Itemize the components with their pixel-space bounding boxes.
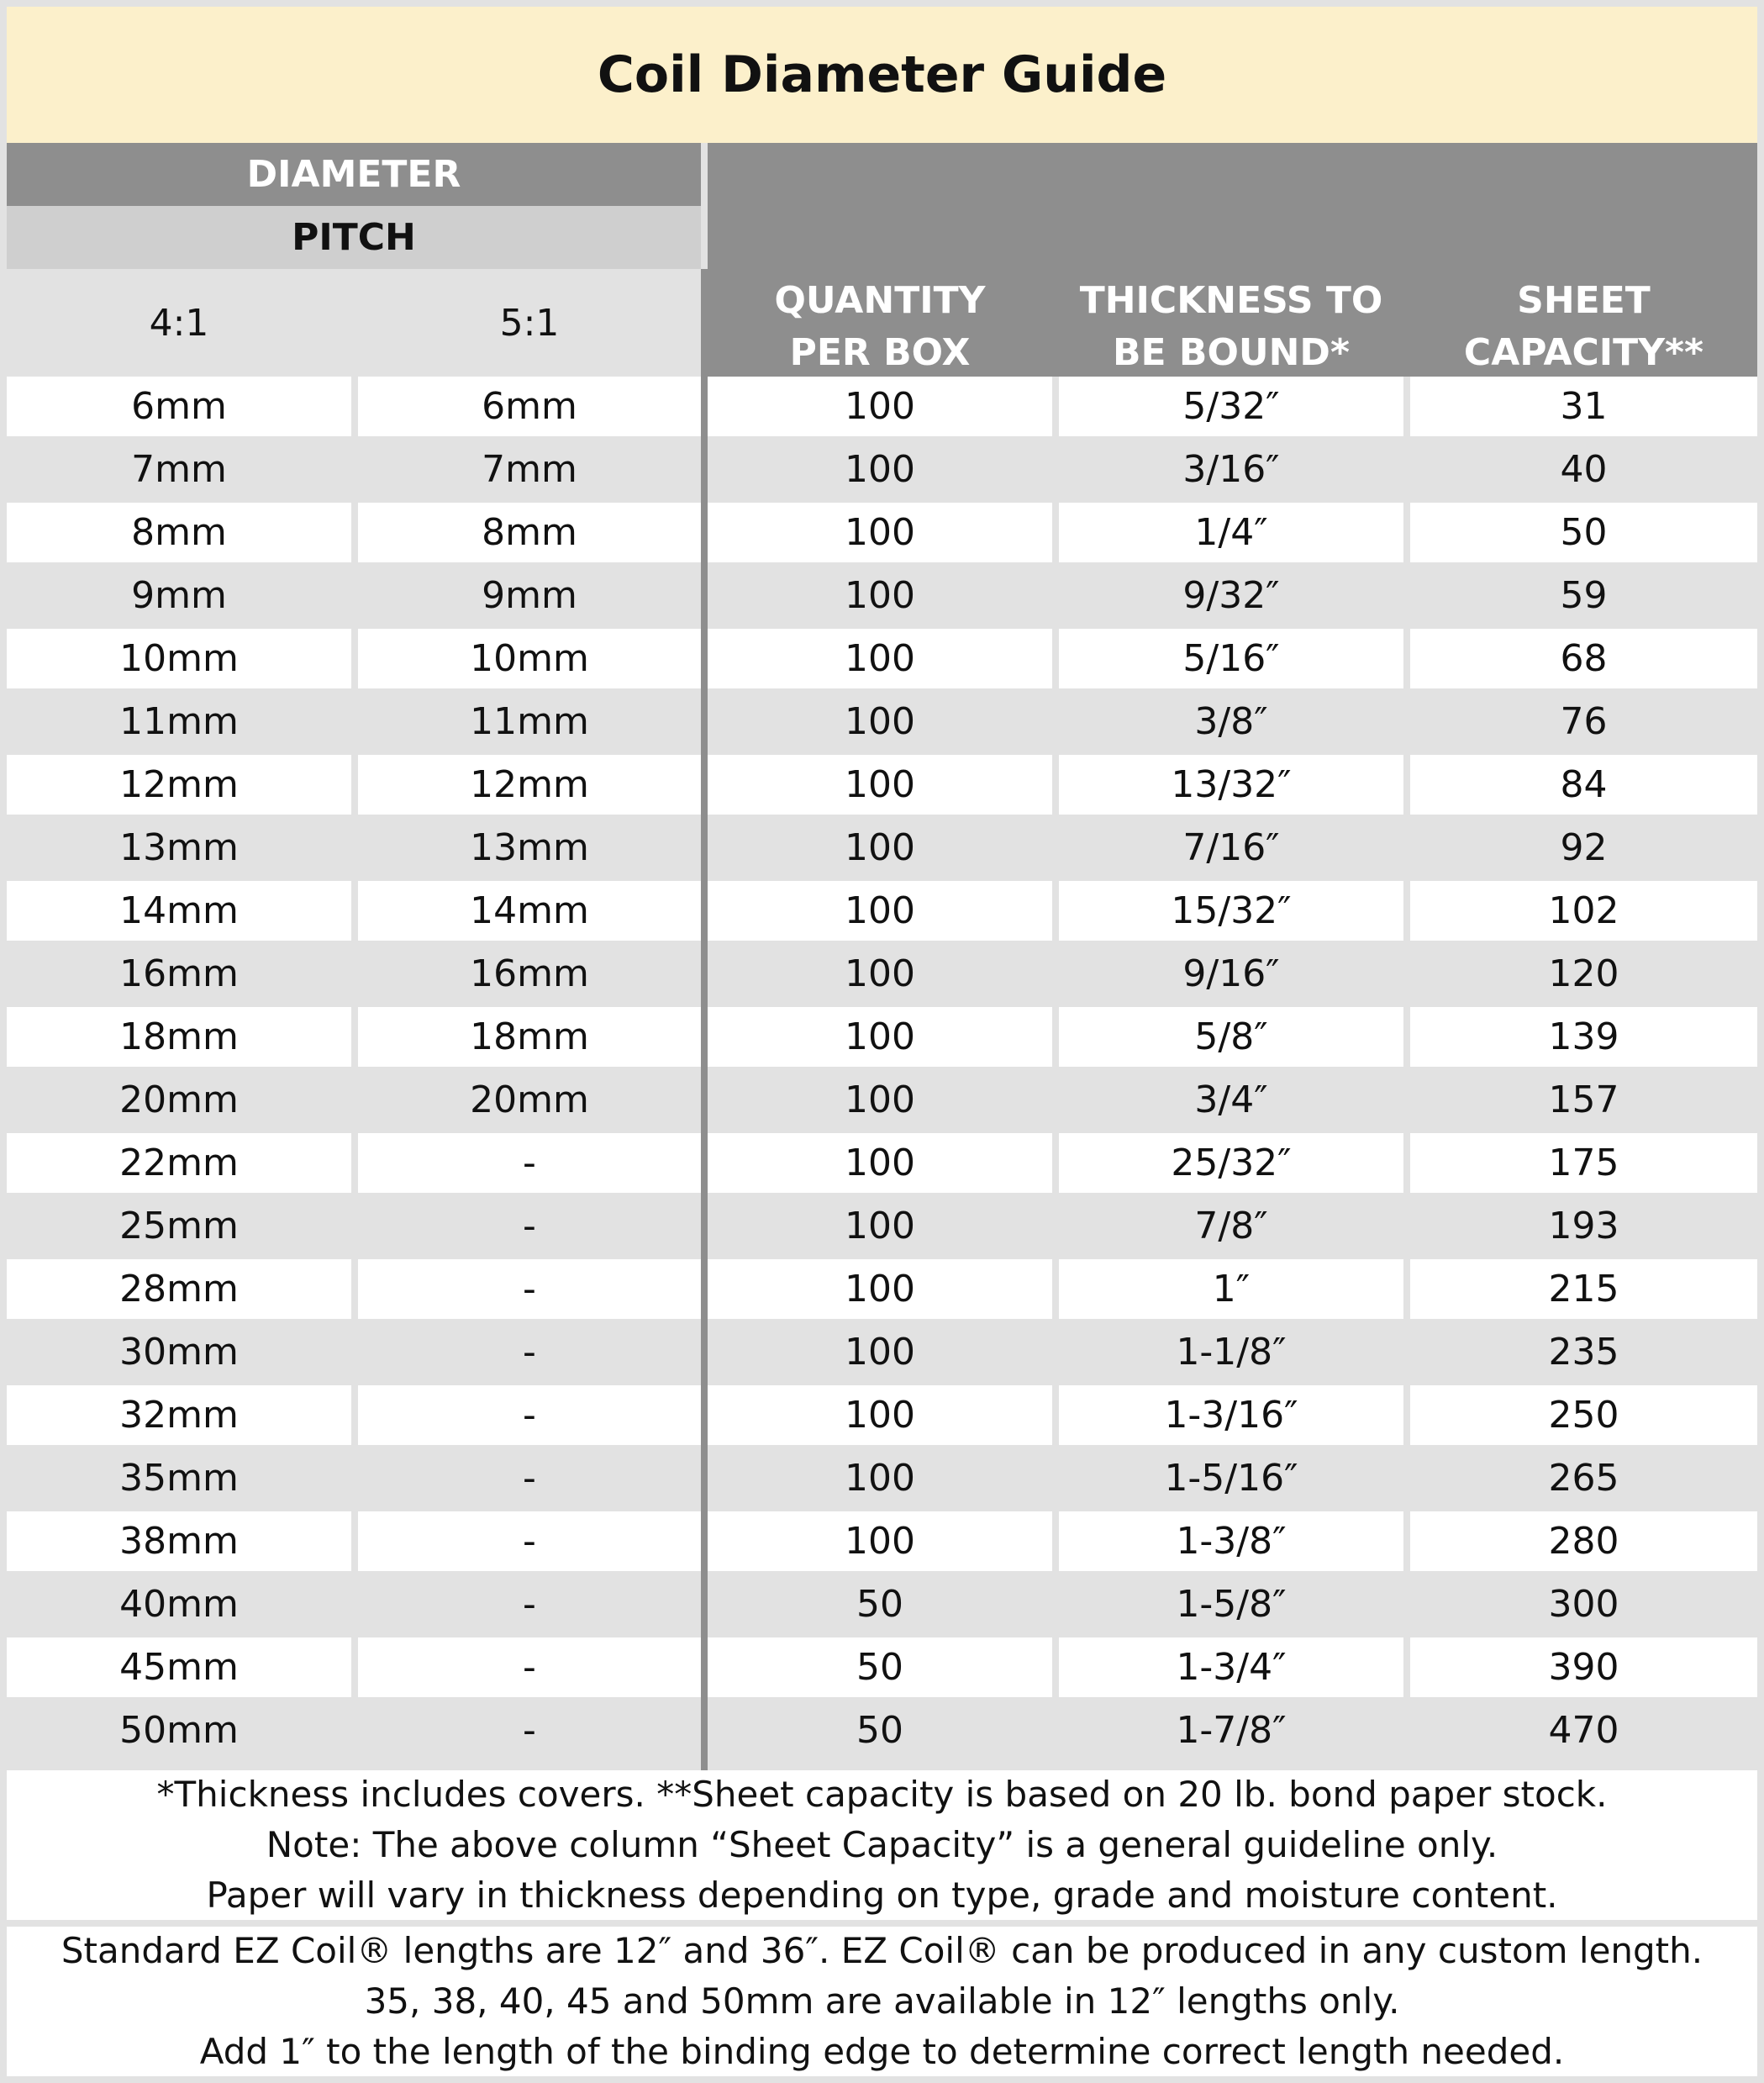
table-row	[7, 1385, 1757, 1448]
quantity-cell: 100	[708, 1007, 1052, 1067]
thickness-cell: 1-3/4″	[1059, 1637, 1403, 1697]
capacity-cell: 250	[1410, 1385, 1757, 1445]
capacity-cell: 120	[1410, 944, 1757, 1004]
table-row	[7, 755, 1757, 818]
thickness-cell: 1″	[1059, 1259, 1403, 1319]
thickness-cell: 1-3/16″	[1059, 1385, 1403, 1445]
diameter-5-1-cell: 6mm	[358, 377, 701, 436]
thickness-cell: 3/4″	[1059, 1070, 1403, 1130]
quantity-cell: 50	[708, 1701, 1052, 1760]
capacity-cell: 175	[1410, 1133, 1757, 1193]
pitch-header: PITCH	[7, 206, 701, 269]
diameter-4-1-cell: 30mm	[7, 1322, 351, 1382]
thickness-cell: 1-5/16″	[1059, 1448, 1403, 1508]
quantity-cell: 100	[708, 440, 1052, 499]
thickness-cell: 1-5/8″	[1059, 1574, 1403, 1634]
capacity-header: SHEET CAPACITY**	[1463, 279, 1704, 374]
diameter-4-1-cell: 18mm	[7, 1007, 351, 1067]
quantity-cell: 50	[708, 1637, 1052, 1697]
diameter-5-1-cell: -	[358, 1196, 701, 1256]
diameter-5-1-cell: 14mm	[358, 881, 701, 941]
diameter-5-1-cell: 8mm	[358, 503, 701, 562]
capacity-cell: 157	[1410, 1070, 1757, 1130]
diameter-5-1-cell: 7mm	[358, 440, 701, 499]
quantity-cell: 100	[708, 1133, 1052, 1193]
thickness-cell: 1-1/8″	[1059, 1322, 1403, 1382]
table-row	[7, 503, 1757, 566]
diameter-4-1-cell: 6mm	[7, 377, 351, 436]
pitch-5-1-header: 5:1	[358, 269, 701, 377]
thickness-cell: 3/8″	[1059, 692, 1403, 751]
capacity-cell: 470	[1410, 1701, 1757, 1760]
coil-diameter-guide	[7, 7, 1757, 2076]
quantity-cell: 100	[708, 503, 1052, 562]
diameter-4-1-cell: 13mm	[7, 818, 351, 878]
diameter-4-1-cell: 14mm	[7, 881, 351, 941]
table-row	[7, 818, 1757, 881]
diameter-5-1-cell: 12mm	[358, 755, 701, 815]
diameter-4-1-cell: 16mm	[7, 944, 351, 1004]
diameter-5-1-cell: -	[358, 1385, 701, 1445]
thickness-cell: 3/16″	[1059, 440, 1403, 499]
thickness-cell: 1/4″	[1059, 503, 1403, 562]
table-body	[7, 377, 1757, 1764]
diameter-4-1-cell: 20mm	[7, 1070, 351, 1130]
table-row	[7, 1007, 1757, 1070]
quantity-cell: 100	[708, 377, 1052, 436]
table-row	[7, 1196, 1757, 1259]
column-divider	[701, 269, 708, 1770]
thickness-cell: 9/16″	[1059, 944, 1403, 1004]
diameter-4-1-cell: 35mm	[7, 1448, 351, 1508]
quantity-cell: 100	[708, 1196, 1052, 1256]
capacity-cell: 300	[1410, 1574, 1757, 1634]
thickness-cell: 7/16″	[1059, 818, 1403, 878]
capacity-cell: 59	[1410, 566, 1757, 625]
capacity-cell: 193	[1410, 1196, 1757, 1256]
diameter-5-1-cell: -	[358, 1259, 701, 1319]
thickness-cell: 5/32″	[1059, 377, 1403, 436]
diameter-4-1-cell: 28mm	[7, 1259, 351, 1319]
capacity-cell: 265	[1410, 1448, 1757, 1508]
note-line: *Thickness includes covers. **Sheet capacity is based on 20 lb. bond paper stock.	[156, 1774, 1608, 1815]
thickness-cell: 25/32″	[1059, 1133, 1403, 1193]
diameter-5-1-cell: 18mm	[358, 1007, 701, 1067]
table-row	[7, 377, 1757, 440]
page-title: Coil Diameter Guide	[7, 7, 1757, 143]
capacity-cell: 76	[1410, 692, 1757, 751]
diameter-4-1-cell: 22mm	[7, 1133, 351, 1193]
table-row	[7, 440, 1757, 503]
table-row	[7, 1511, 1757, 1574]
capacity-cell: 50	[1410, 503, 1757, 562]
diameter-4-1-cell: 7mm	[7, 440, 351, 499]
diameter-5-1-cell: -	[358, 1448, 701, 1508]
diameter-5-1-cell: -	[358, 1133, 701, 1193]
table-row	[7, 1448, 1757, 1511]
capacity-cell: 215	[1410, 1259, 1757, 1319]
diameter-header: DIAMETER	[7, 143, 701, 206]
diameter-4-1-cell: 10mm	[7, 629, 351, 688]
spec-header-block	[708, 143, 1757, 377]
diameter-4-1-cell: 45mm	[7, 1637, 351, 1697]
quantity-cell: 100	[708, 1448, 1052, 1508]
diameter-5-1-cell: 10mm	[358, 629, 701, 688]
quantity-header: QUANTITY PER BOX	[774, 279, 986, 374]
table-row	[7, 1133, 1757, 1196]
thickness-cell: 9/32″	[1059, 566, 1403, 625]
table-row	[7, 881, 1757, 944]
thickness-cell: 15/32″	[1059, 881, 1403, 941]
capacity-cell: 390	[1410, 1637, 1757, 1697]
quantity-cell: 100	[708, 629, 1052, 688]
quantity-cell: 100	[708, 881, 1052, 941]
diameter-5-1-cell: 13mm	[358, 818, 701, 878]
table-row	[7, 566, 1757, 629]
diameter-5-1-cell: 20mm	[358, 1070, 701, 1130]
capacity-cell: 102	[1410, 881, 1757, 941]
thickness-cell: 1-7/8″	[1059, 1701, 1403, 1760]
table-row	[7, 1701, 1757, 1764]
table-row	[7, 1259, 1757, 1322]
table-row	[7, 629, 1757, 692]
diameter-4-1-cell: 8mm	[7, 503, 351, 562]
notes	[7, 1770, 1757, 1920]
footer-notes	[7, 1927, 1757, 2076]
diameter-4-1-cell: 9mm	[7, 566, 351, 625]
capacity-cell: 31	[1410, 377, 1757, 436]
capacity-cell: 84	[1410, 755, 1757, 815]
thickness-cell: 13/32″	[1059, 755, 1403, 815]
diameter-4-1-cell: 38mm	[7, 1511, 351, 1571]
diameter-5-1-cell: -	[358, 1637, 701, 1697]
diameter-4-1-cell: 25mm	[7, 1196, 351, 1256]
footer-line: Add 1″ to the length of the binding edge to determine correct length needed.	[199, 2031, 1565, 2072]
quantity-cell: 100	[708, 692, 1052, 751]
diameter-5-1-cell: 9mm	[358, 566, 701, 625]
thickness-cell: 1-3/8″	[1059, 1511, 1403, 1571]
diameter-4-1-cell: 11mm	[7, 692, 351, 751]
table-row	[7, 1637, 1757, 1701]
quantity-cell: 100	[708, 1322, 1052, 1382]
capacity-cell: 68	[1410, 629, 1757, 688]
thickness-cell: 5/8″	[1059, 1007, 1403, 1067]
note-line: Paper will vary in thickness depending on type, grade and moisture content.	[206, 1875, 1558, 1916]
table-row	[7, 692, 1757, 755]
diameter-4-1-cell: 40mm	[7, 1574, 351, 1634]
thickness-cell: 5/16″	[1059, 629, 1403, 688]
capacity-cell: 139	[1410, 1007, 1757, 1067]
capacity-cell: 92	[1410, 818, 1757, 878]
diameter-5-1-cell: -	[358, 1701, 701, 1760]
quantity-cell: 100	[708, 1070, 1052, 1130]
quantity-cell: 100	[708, 1259, 1052, 1319]
thickness-cell: 7/8″	[1059, 1196, 1403, 1256]
diameter-4-1-cell: 12mm	[7, 755, 351, 815]
diameter-5-1-cell: 16mm	[358, 944, 701, 1004]
thickness-header: THICKNESS TO BE BOUND*	[1079, 279, 1383, 374]
quantity-cell: 50	[708, 1574, 1052, 1634]
footer-line: 35, 38, 40, 45 and 50mm are available in 12″ lengths only.	[364, 1980, 1400, 2022]
quantity-cell: 100	[708, 566, 1052, 625]
diameter-5-1-cell: -	[358, 1322, 701, 1382]
quantity-cell: 100	[708, 755, 1052, 815]
quantity-cell: 100	[708, 944, 1052, 1004]
table-row	[7, 1574, 1757, 1637]
pitch-4-1-header: 4:1	[7, 269, 351, 377]
diameter-5-1-cell: 11mm	[358, 692, 701, 751]
diameter-5-1-cell: -	[358, 1511, 701, 1571]
table-row	[7, 944, 1757, 1007]
table-row	[7, 1322, 1757, 1385]
footer-line: Standard EZ Coil® lengths are 12″ and 36″. EZ Coil® can be produced in any custom length.	[61, 1930, 1703, 1971]
capacity-cell: 280	[1410, 1511, 1757, 1571]
note-line: Note: The above column “Sheet Capacity” is a general guideline only.	[266, 1824, 1498, 1865]
diameter-4-1-cell: 32mm	[7, 1385, 351, 1445]
diameter-5-1-cell: -	[358, 1574, 701, 1634]
table-row	[7, 1070, 1757, 1133]
quantity-cell: 100	[708, 818, 1052, 878]
capacity-cell: 40	[1410, 440, 1757, 499]
quantity-cell: 100	[708, 1511, 1052, 1571]
quantity-cell: 100	[708, 1385, 1052, 1445]
diameter-4-1-cell: 50mm	[7, 1701, 351, 1760]
capacity-cell: 235	[1410, 1322, 1757, 1382]
